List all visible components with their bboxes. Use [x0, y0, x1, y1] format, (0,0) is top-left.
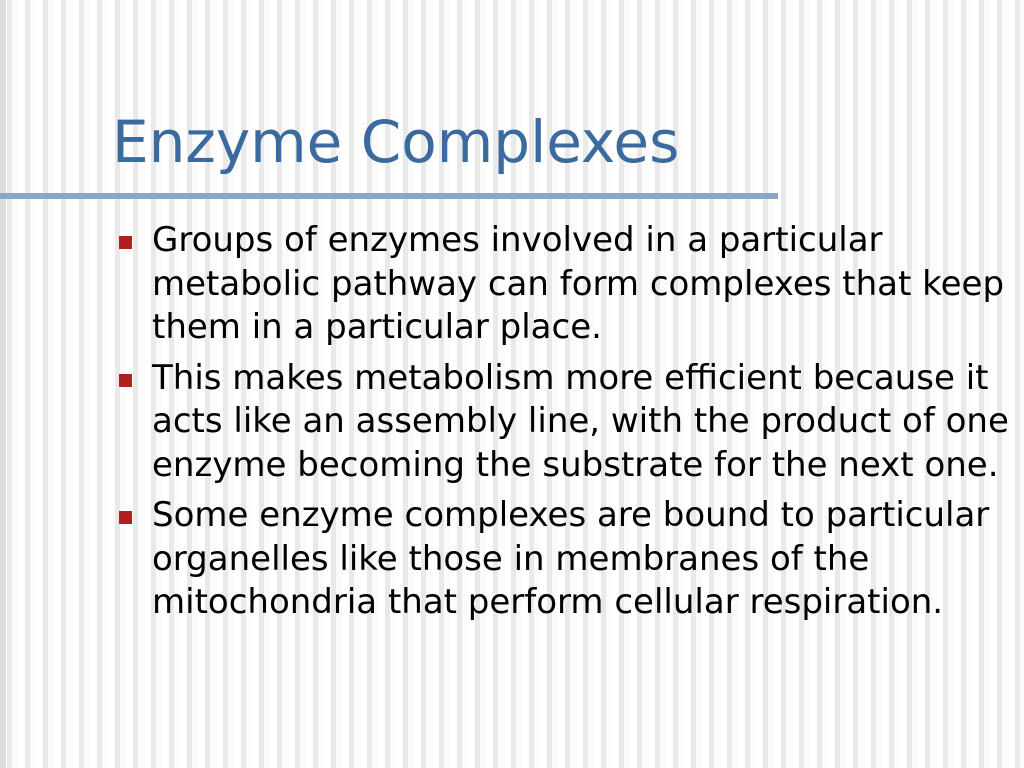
bullet-text: This makes metabolism more efficient because it acts like an assembly line, with the product of one enzyme becoming the substrate for the next one. — [152, 357, 1009, 485]
bullet-item — [112, 219, 1012, 350]
bullet-list — [112, 219, 1012, 632]
bullet-item — [112, 494, 1012, 625]
bullet-item — [112, 357, 1012, 488]
square-bullet-icon — [119, 511, 132, 524]
title-divider — [0, 193, 778, 199]
square-bullet-icon — [119, 236, 132, 249]
slide-title: Enzyme Complexes — [112, 108, 680, 176]
bullet-text: Some enzyme complexes are bound to particular organelles like those in membranes of the mitochondria that perform cellular respiration. — [152, 495, 990, 622]
bullet-text: Groups of enzymes involved in a particular metabolic pathway can form complexes that keep them in a particular place. — [152, 220, 1005, 347]
square-bullet-icon — [119, 374, 132, 387]
